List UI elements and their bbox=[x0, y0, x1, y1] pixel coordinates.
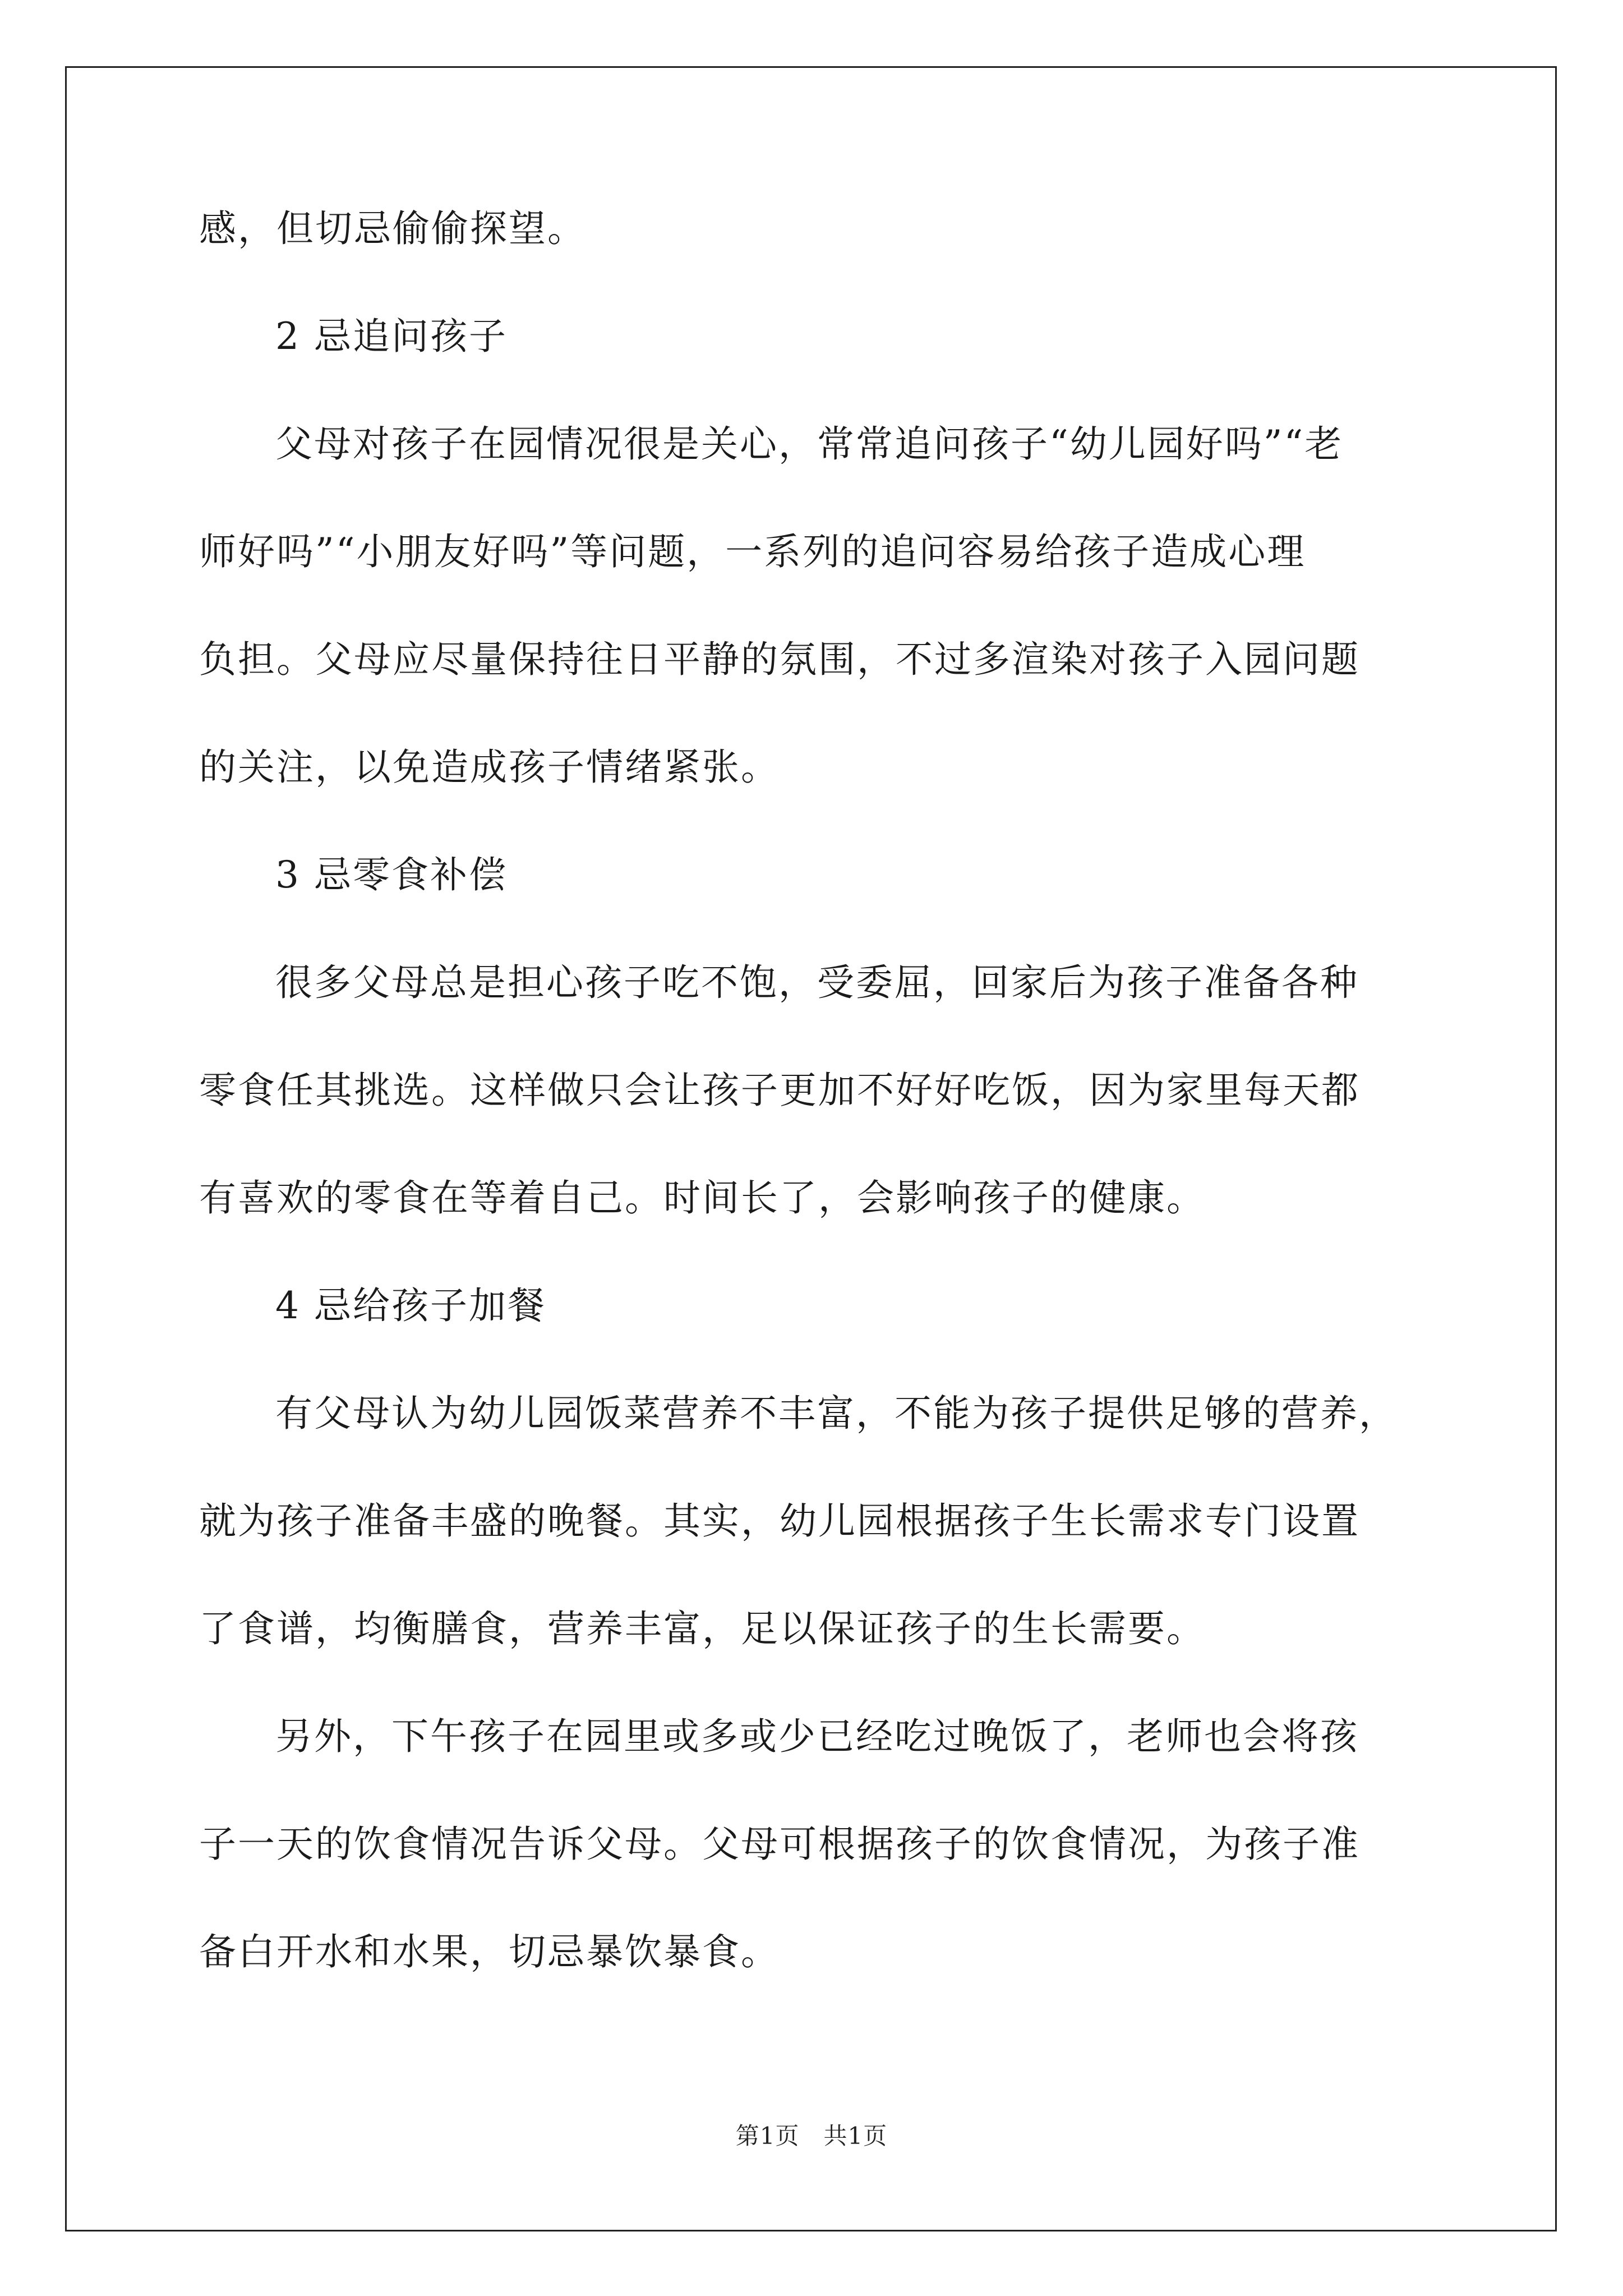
text-line: 有喜欢的零食在等着自己。时间长了，会影响孩子的健康。 bbox=[199, 1176, 1205, 1220]
text-line: 感，但切忌偷偷探望。 bbox=[199, 207, 586, 250]
text-line: 了食谱，均衡膳食，营养丰富，足以保证孩子的生长需要。 bbox=[199, 1607, 1205, 1650]
text-line: 父母对孩子在园情况很是关心，常常追问孩子“幼儿园好吗”“老 bbox=[275, 422, 1344, 466]
section-heading: 4 忌给孩子加餐 bbox=[275, 1284, 546, 1327]
text-line: 师好吗”“小朋友好吗”等问题，一系列的追问容易给孩子造成心理 bbox=[199, 530, 1306, 573]
page-footer: 第1页 共1页 bbox=[735, 2122, 888, 2150]
text-line: 有父母认为幼儿园饭菜营养不丰富，不能为孩子提供足够的营养， bbox=[275, 1392, 1398, 1435]
text-line: 备白开水和水果，切忌暴饮暴食。 bbox=[199, 1930, 780, 1973]
text-line: 就为孩子准备丰盛的晚餐。其实，幼儿园根据孩子生长需求专门设置 bbox=[199, 1499, 1360, 1543]
text-line: 零食任其挑选。这样做只会让孩子更加不好好吃饭，因为家里每天都 bbox=[199, 1069, 1360, 1112]
text-line: 很多父母总是担心孩子吃不饱，受委屈，回家后为孩子准备各种 bbox=[275, 961, 1359, 1004]
section-heading: 3 忌零食补偿 bbox=[275, 853, 508, 896]
text-line: 负担。父母应尽量保持往日平静的氛围，不过多渲染对孩子入园问题 bbox=[199, 638, 1360, 681]
document-body bbox=[199, 202, 1433, 2033]
text-line: 另外，下午孩子在园里或多或少已经吃过晚饭了，老师也会将孩 bbox=[275, 1715, 1359, 1758]
section-heading: 2 忌追问孩子 bbox=[275, 315, 508, 358]
text-line: 的关注，以免造成孩子情绪紧张。 bbox=[199, 746, 780, 789]
text-line: 子一天的饮食情况告诉父母。父母可根据孩子的饮食情况，为孩子准 bbox=[199, 1823, 1360, 1866]
